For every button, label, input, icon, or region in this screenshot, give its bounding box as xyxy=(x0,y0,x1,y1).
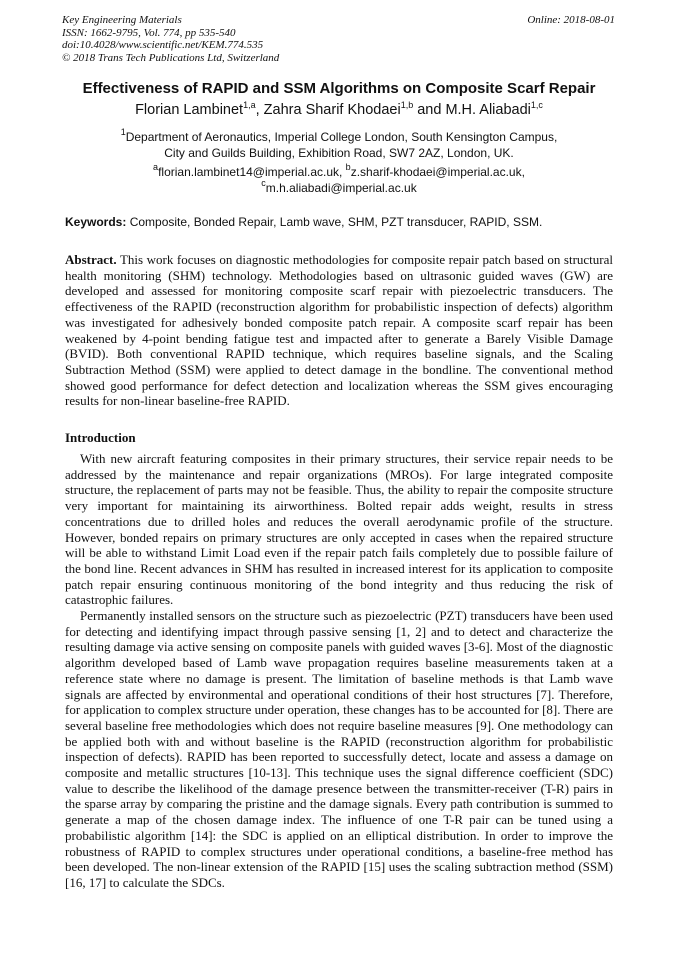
abstract-label: Abstract. xyxy=(65,252,117,267)
online-date: Online: 2018-08-01 xyxy=(527,14,615,26)
email-mark-c: c xyxy=(261,177,266,188)
author-name: M.H. Aliabadi xyxy=(445,102,531,118)
author-affiliation-mark: 1,a xyxy=(243,100,256,110)
affiliation-line-2: City and Guilds Building, Exhibition Road, SW7 2AZ, London, UK. xyxy=(164,145,514,160)
email-a[interactable]: florian.lambinet14@imperial.ac.uk, xyxy=(158,165,346,179)
affiliation-mark: 1 xyxy=(120,127,126,137)
affiliation-line-1: Department of Aeronautics, Imperial College London, South Kensington Campus, xyxy=(125,130,558,144)
author-name: Florian Lambinet xyxy=(135,102,244,118)
introduction-body xyxy=(65,451,613,891)
author-separator: , xyxy=(255,102,264,118)
author-emails xyxy=(40,162,638,196)
section-heading-introduction: Introduction xyxy=(65,430,136,445)
author-affiliation-mark: 1,b xyxy=(400,100,414,110)
email-mark-a: a xyxy=(153,162,159,172)
author-affiliation-mark: 1,c xyxy=(530,100,543,110)
doi-line: doi:10.4028/www.scientific.net/KEM.774.535 xyxy=(62,39,264,51)
author-separator: and xyxy=(413,102,446,118)
email-c[interactable]: m.h.aliabadi@imperial.ac.uk xyxy=(265,180,417,195)
intro-paragraph-1: With new aircraft featuring composites in their primary structures, their service repair needs to be addressed by the maintenance and repair organizations (MROs). For large integrated composite structure, the replacement of parts may not be feasible. Thus, the ability to repair the composite structure very important for maintaining its airworthiness. Bolted repair adds weight, results in stress concentrations due to drilled holes and reduces the overall aerodynamic profile of the structure. However, bonded repairs on primary structures are only accepted in cases when the repaired structure will be able to withstand Limit Load even if the repair patch fails completely due to possible failure of the bond line. Recent advances in SHM has resulted in increased interest for its application to composite patch repair ensuring continuous monitoring of the bond integrity and thus reducing the risk of catastrophic failures. xyxy=(65,451,613,608)
keywords-label: Keywords: xyxy=(65,215,127,229)
affiliation xyxy=(40,127,638,161)
copyright-line: © 2018 Trans Tech Publications Ltd, Switzerland xyxy=(62,51,280,64)
author-name: Zahra Sharif Khodaei xyxy=(263,102,401,118)
intro-paragraph-2: Permanently installed sensors on the structure such as piezoelectric (PZT) transducers have been used for detecting and identifying impact through passive sensing [1, 2] and to detect and characterize the resulting damage via active sensing on composite panels with guided waves [3-6]. Most of the diagnostic algorithm developed based of Lamb wave propagation requires baseline measurements taken at a reference state where no damage is present. The limitation of baseline methods is that Lamb wave signals are affected by environmental and operational conditions of their host structures [7]. Therefore, for application to complex structure under operation, these changes has to be accounted for [8]. There are several baseline free methodologies which does not require baseline measures [9]. One methodology can be applied both with and without baseline is the RAPID (reconstruction algorithm for probabilistic inspection of defects). RAPID has been reported to successfully detect, locate and assess a damage on composite and metallic structures [10-13]. This technique uses the signal difference coefficient (SDC) value to describe the likelihood of the damage presence between the transmitter-receiver (T-R) pairs in the sparse array by comparing the pristine and the damage signals. Every path contribution is summed to generate a map of the chosen damage index. The influence of one T-R pair can be tuned using a probabilistic algorithm [14]: the SDC is applied on an elliptical distribution. In order to improve the robustness of RAPID to complex structures under operational conditions, a baseline-free method has been developed. The non-linear extension of the RAPID [15] uses the scaling subtraction method (SSM) [16, 17] to calculate the SDCs. xyxy=(65,608,613,890)
keywords-text: Composite, Bonded Repair, Lamb wave, SHM, PZT transducer, RAPID, SSM. xyxy=(126,215,543,229)
email-mark-b: b xyxy=(345,162,351,172)
email-b[interactable]: z.sharif-khodaei@imperial.ac.uk, xyxy=(350,165,525,179)
journal-name: Key Engineering Materials xyxy=(62,14,182,26)
issn-line: ISSN: 1662-9795, Vol. 774, pp 535-540 xyxy=(62,26,236,39)
paper-title: Effectiveness of RAPID and SSM Algorithms on Composite Scarf Repair xyxy=(82,80,596,97)
abstract xyxy=(65,252,613,409)
journal-header xyxy=(62,14,615,64)
abstract-text: This work focuses on diagnostic methodologies for composite repair patch based on structural health monitoring (SHM) technology. Methodologies based on ultrasonic guided waves (GW) are developed and assessed for monitoring composite scarf repair with piezoelectric transducers. The effectiveness of the RAPID (reconstruction algorithm for probabilistic inspection of defects) algorithm was investigated for adhesively bonded composite patch repair. A composite scarf repair has been weakened by 4-point bending fatigue test and impacted after to generate a Barely Visible Damage (BVID). Both conventional RAPID technique, which requires baseline signals, and the Scaling Subtraction Method (SSM) were applied to detect damage in the bondline. The conventional method showed good performance for defect detection and localization whereas the SSM gives encouraging results for non-linear baseline-free RAPID. xyxy=(65,252,613,409)
author-list xyxy=(40,101,638,119)
keywords xyxy=(65,215,618,230)
